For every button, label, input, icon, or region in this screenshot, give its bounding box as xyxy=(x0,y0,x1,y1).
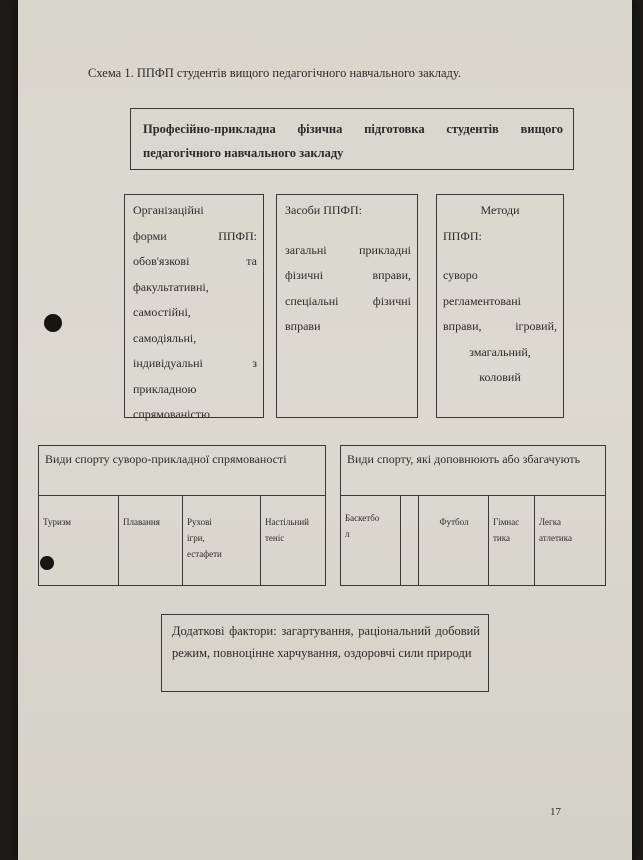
scheme-title: Схема 1. ППФП студентів вищого педагогічного навчального закладу. xyxy=(88,66,461,80)
organizational-forms-box xyxy=(124,194,264,421)
sport-cell xyxy=(261,496,324,585)
sport-label: Рухові ігри, естафети xyxy=(187,517,222,559)
means-line: спеціальні фізичні xyxy=(285,293,411,308)
punch-hole xyxy=(40,556,54,570)
org-line: індивідуальні з xyxy=(133,356,257,370)
org-line: обов'язкові та xyxy=(133,254,257,268)
sport-label: Легка атлетика xyxy=(539,517,572,543)
page-number: 17 xyxy=(550,806,561,818)
methods-line: Методи xyxy=(480,203,520,217)
sport-cell xyxy=(39,496,119,585)
sport-label: Гімнастика xyxy=(493,517,520,543)
sport-label: Туризм xyxy=(43,517,71,527)
strict-sports-box xyxy=(38,445,326,586)
sport-cell xyxy=(401,496,419,585)
methods-line: коловий xyxy=(479,370,521,384)
main-box-text: Професійно-прикладна фізична підготовка студентів вищого педагогічного навчального закладу xyxy=(143,122,563,160)
strict-sports-header-text: Види спорту суворо-прикладної спрямованості xyxy=(45,452,287,466)
methods-line: суворо xyxy=(443,268,478,282)
methods-line: регламентовані xyxy=(443,293,521,308)
org-line: факультативні, xyxy=(133,279,209,294)
methods-line: змагальний, xyxy=(469,344,531,359)
means-line: загальні прикладні xyxy=(285,242,411,257)
additional-factors-box xyxy=(161,614,489,692)
sport-cell xyxy=(183,496,261,585)
org-line: самодіяльні, xyxy=(133,330,197,345)
means-line: Засоби ППФП: xyxy=(285,203,363,217)
sport-label: Настільний теніс xyxy=(265,517,309,543)
org-line: спрямованістю xyxy=(133,407,210,421)
org-line: прикладною xyxy=(133,381,197,396)
strict-sports-header xyxy=(39,446,325,496)
additional-factors-text: Додаткові фактори: загартування, раціональний добовий режим, повноцінне харчування, оздоровчі сили природи xyxy=(172,624,480,660)
enriching-sports-header-text: Види спорту, які доповнюють або збагачують xyxy=(347,452,581,466)
methods-line xyxy=(443,249,557,263)
sport-cell xyxy=(119,496,183,585)
document-page xyxy=(18,0,632,860)
means-box xyxy=(276,194,418,418)
sport-cell xyxy=(419,496,489,585)
means-line: фізичні вправи, xyxy=(285,268,411,282)
means-line: вправи xyxy=(285,319,321,333)
org-line: самостійні, xyxy=(133,305,191,319)
org-line: Організаційні xyxy=(133,203,204,217)
sport-label: Плавання xyxy=(123,517,160,527)
methods-line: ППФП: xyxy=(443,228,482,243)
sport-cell xyxy=(489,496,535,585)
sport-label: Баскетбол xyxy=(345,513,380,539)
sport-cell xyxy=(341,496,401,585)
enriching-sports-box xyxy=(340,445,606,586)
org-line: форми ППФП: xyxy=(133,228,257,243)
methods-box xyxy=(436,194,564,418)
means-line xyxy=(285,224,411,238)
sport-label: Футбол xyxy=(439,517,469,527)
sport-cell xyxy=(535,496,605,585)
methods-line: вправи, ігровий, xyxy=(443,319,557,333)
punch-hole xyxy=(44,314,62,332)
main-box xyxy=(130,108,574,170)
enriching-sports-header xyxy=(341,446,605,496)
